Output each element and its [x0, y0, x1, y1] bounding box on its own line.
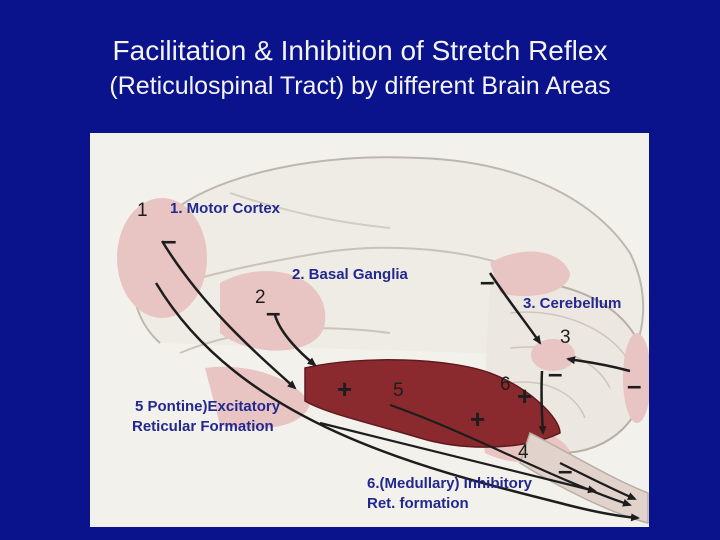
- label-pontine-line1: 5 Pontine)Excitatory: [135, 398, 281, 415]
- inhibition-sign-cerebellum: –: [480, 266, 495, 296]
- facilitation-sign-brainstem: +: [470, 404, 486, 434]
- region-number-5: 5: [393, 380, 404, 401]
- region-number-4: 4: [518, 442, 529, 463]
- region-number-1: 1: [137, 200, 148, 221]
- label-pontine-line2: Reticular Formation: [132, 418, 274, 435]
- inhibition-sign-cortex: –: [162, 225, 177, 255]
- pathway-to-medulla: [542, 371, 543, 433]
- slide-title: Facilitation & Inhibition of Stretch Reflex: [112, 35, 608, 66]
- inhibition-sign-nucleus: –: [548, 358, 563, 388]
- inhibition-sign-right: –: [627, 370, 642, 400]
- facilitation-sign-pontine: +: [337, 374, 353, 404]
- facilitation-sign-medulla: +: [517, 381, 533, 411]
- label-motor-cortex: 1. Motor Cortex: [170, 200, 281, 217]
- region-number-3: 3: [560, 327, 571, 348]
- label-basal-ganglia: 2. Basal Ganglia: [292, 266, 408, 283]
- label-medullary-line1: 6.(Medullary) Inhibitory: [367, 475, 533, 492]
- brain-diagram: [90, 133, 649, 527]
- region-number-2: 2: [255, 287, 266, 308]
- label-cerebellum: 3. Cerebellum: [523, 295, 622, 312]
- label-medullary-line2: Ret. formation: [367, 495, 469, 512]
- inhibition-sign-medulla: –: [558, 455, 573, 485]
- slide-subtitle: (Reticulospinal Tract) by different Brain Areas: [109, 72, 611, 100]
- region-number-6: 6: [500, 374, 511, 395]
- inhibition-sign-basal-ganglia: –: [266, 297, 281, 327]
